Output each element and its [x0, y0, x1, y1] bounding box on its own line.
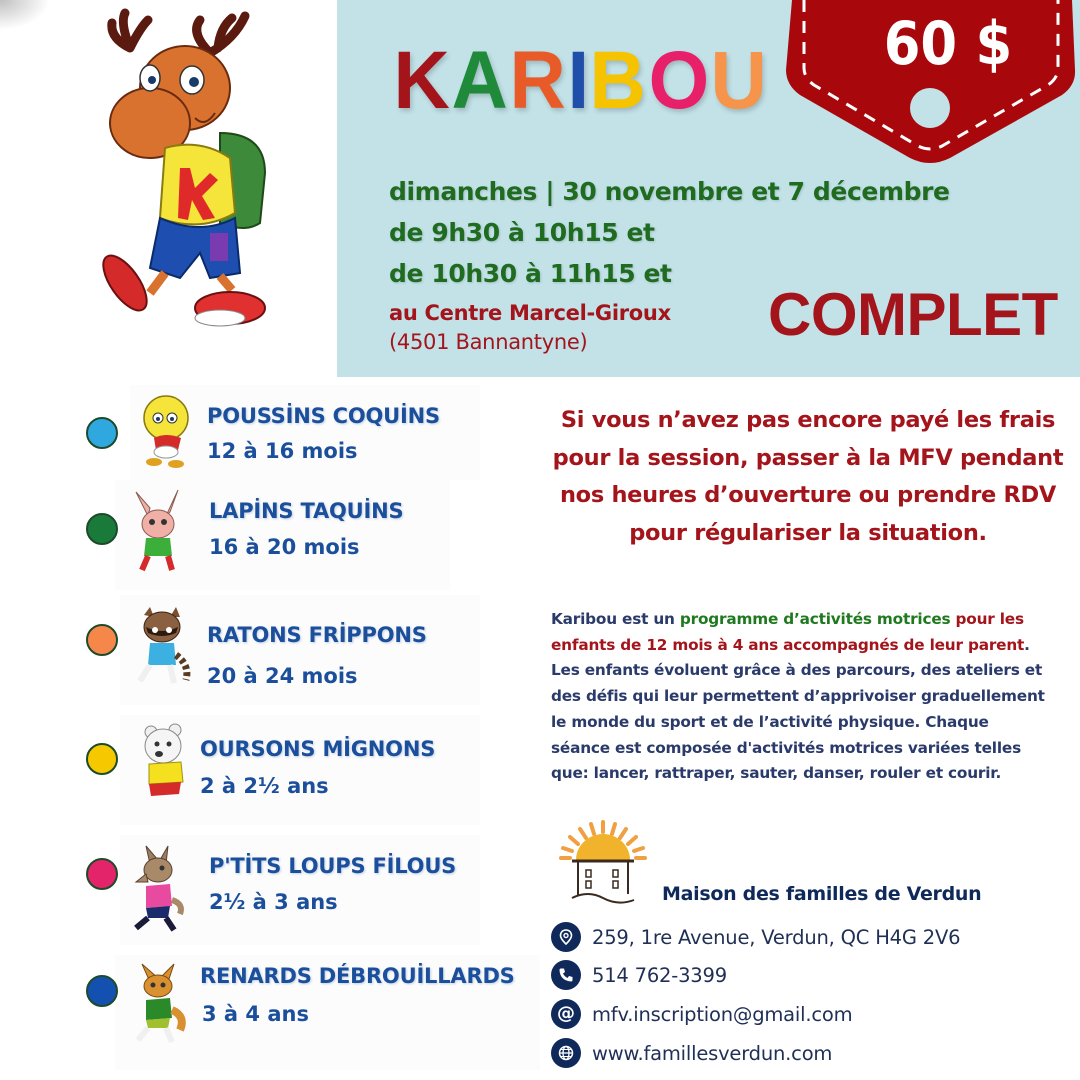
list-item [0, 590, 540, 710]
age-group-list [0, 380, 540, 1080]
contact-text[interactable]: mfv.inscription@gmail.com [592, 1002, 853, 1026]
list-item [0, 710, 540, 830]
title-letter: K [393, 35, 449, 126]
description-text: . Les enfants évoluent grâce à des parcours, des ateliers et des défis qui leur permettent d’apprivoiser graduellement le monde du sport et de l’activité physique. Chaque séance est composée d'activités motrices variées telles que: lancer, rattraper, sauter, danser, rouler et courir. [551, 635, 1045, 783]
notice-line: nos heures d’ouverture ou prendre RDV [559, 482, 1057, 508]
description-audience: pour les enfants de 12 mois à 4 ans accompagnés de leur parent [551, 610, 1025, 654]
color-dot [86, 417, 118, 449]
schedule-line: dimanches | 30 novembre et 7 décembre [389, 177, 950, 206]
notice-line: pour la session, passer à la MFV pendant [552, 444, 1064, 471]
color-dot [86, 858, 118, 890]
chick-character-icon [136, 390, 196, 470]
group-name: LAPİNS TAQUİNS [209, 499, 404, 523]
globe-icon [551, 1038, 581, 1068]
title-letter: O [648, 35, 708, 126]
group-name: RENARDS DÉBROUİLLARDS [200, 964, 515, 988]
schedule-line: de 10h30 à 11h15 et [389, 259, 672, 288]
fox-character-icon [130, 960, 190, 1050]
group-age: 16 à 20 mois [209, 535, 360, 559]
schedule-line: de 9h30 à 10h15 et [389, 218, 655, 247]
group-age: 2 à 2½ ans [200, 774, 329, 798]
notice-line: pour régulariser la situation. [629, 519, 987, 546]
title-letter: A [451, 35, 507, 126]
payment-notice [548, 402, 1068, 552]
location-pin-icon [551, 922, 581, 952]
description-text: Karibou est un [551, 610, 680, 628]
group-age: 20 à 24 mois [207, 664, 358, 688]
phone-icon [551, 960, 581, 990]
group-name: RATONS FRİPPONS [207, 623, 427, 647]
title-letter: B [589, 35, 646, 126]
group-name: OURSONS MİGNONS [200, 737, 436, 761]
schedule [389, 171, 950, 294]
organization-name: Maison des familles de Verdun [662, 883, 982, 905]
sun-house-logo-icon [558, 818, 648, 906]
contact-email[interactable] [551, 999, 852, 1029]
title-letter: I [567, 35, 588, 126]
price-label: 60 $ [883, 9, 1013, 79]
location [389, 299, 671, 357]
bear-character-icon [135, 718, 195, 803]
group-age: 12 à 16 mois [207, 439, 358, 463]
list-item [0, 380, 540, 480]
group-name: POUSSİNS COQUİNS [207, 404, 440, 428]
status-badge: COMPLET [768, 281, 1058, 348]
group-age: 3 à 4 ans [202, 1002, 309, 1026]
program-description [551, 607, 1051, 787]
group-name: P'TİTS LOUPS FİLOUS [209, 854, 457, 878]
group-age: 2½ à 3 ans [209, 890, 338, 914]
wolf-character-icon [128, 842, 188, 937]
raccoon-character-icon [132, 605, 192, 690]
contact-text[interactable]: www.famillesverdun.com [592, 1041, 833, 1065]
notice-line: Si vous n’avez pas encore payé les frais [560, 407, 1056, 433]
title-letter: U [710, 35, 767, 126]
page-title [392, 36, 768, 126]
color-dot [86, 975, 118, 1007]
corner-shadow [0, 0, 50, 30]
moose-mascot-icon [70, 8, 270, 338]
color-dot [86, 624, 118, 656]
contact-phone[interactable] [551, 960, 727, 990]
list-item [0, 830, 540, 950]
venue-name: au Centre Marcel-Giroux [389, 301, 671, 325]
bunny-character-icon [128, 488, 188, 578]
contact-address [551, 922, 960, 952]
contact-website[interactable] [551, 1038, 832, 1068]
color-dot [86, 513, 118, 545]
color-dot [86, 743, 118, 775]
list-item [0, 480, 540, 580]
contact-text[interactable]: 514 762-3399 [592, 963, 727, 987]
venue-address: (4501 Bannantyne) [389, 330, 588, 354]
description-highlight: programme d’activités motrices [679, 610, 951, 628]
list-item [0, 950, 540, 1070]
title-letter: R [509, 35, 566, 126]
contact-text: 259, 1re Avenue, Verdun, QC H4G 2V6 [592, 925, 961, 949]
at-sign-icon: @ [551, 999, 581, 1029]
